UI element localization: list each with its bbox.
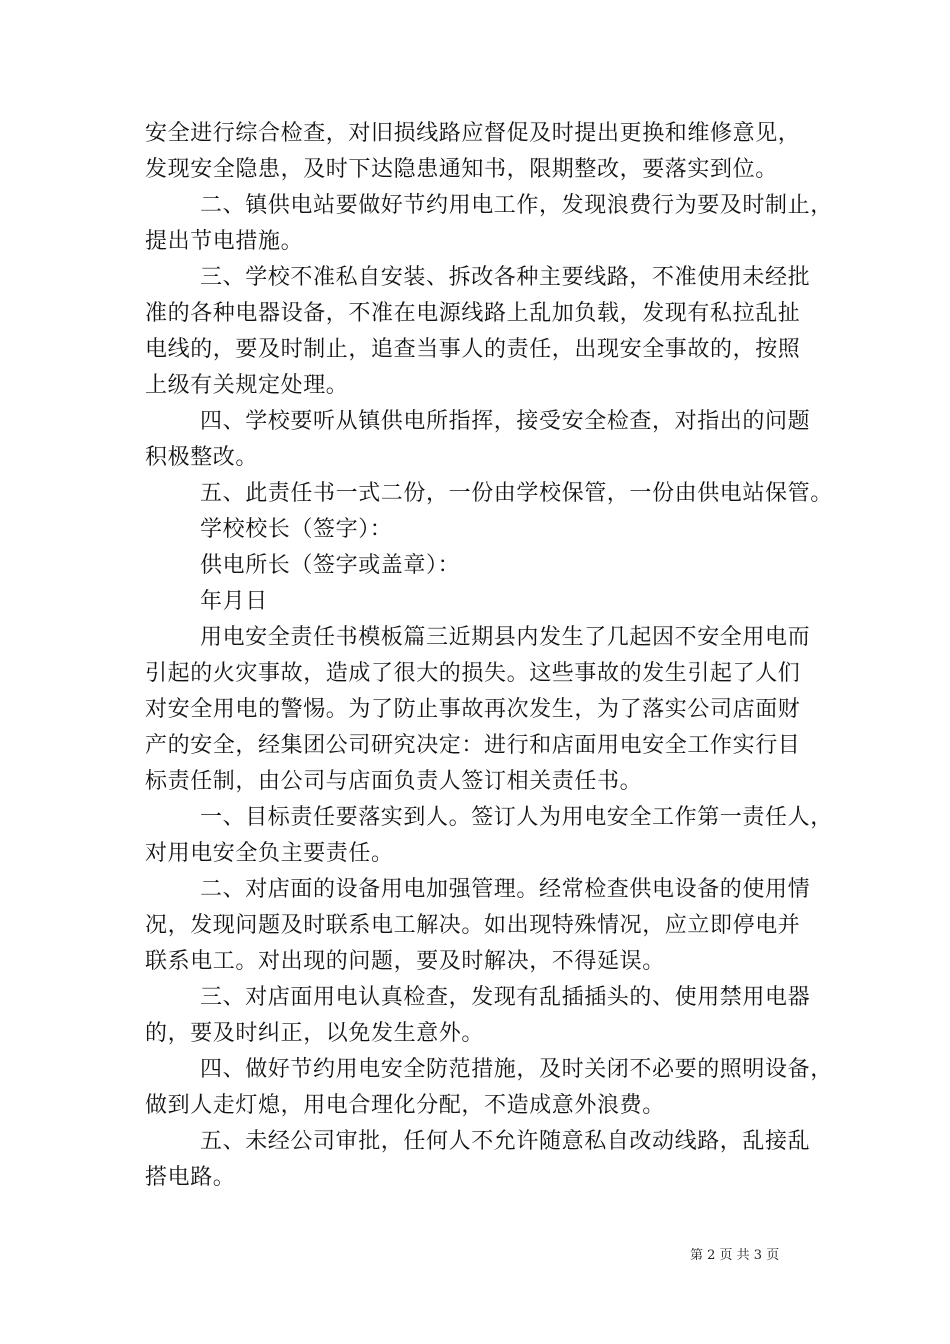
paragraph-first-line: 供电所长（签字或盖章）：	[200, 553, 461, 578]
paragraph-first-line: 三、对店面用电认真检查，发现有乱插插头的、使用禁用电器	[200, 985, 811, 1010]
paragraph-first-line: 年月日	[200, 589, 268, 614]
paragraph-first-line: 五、此责任书一式二份，一份由学校保管，一份由供电站保管。	[200, 481, 833, 506]
paragraph-first-line: 四、做好节约用电安全防范措施，及时关闭不必要的照明设备，	[200, 1057, 833, 1082]
paragraph-line: 提出节电措施。	[145, 229, 304, 254]
paragraph-line: 安全进行综合检查，对旧损线路应督促及时提出更换和维修意见，	[145, 121, 801, 146]
paragraph-line: 发现安全隐患，及时下达隐患通知书，限期整改，要落实到位。	[145, 157, 778, 182]
paragraph-line: 上级有关规定处理。	[145, 373, 349, 398]
paragraph-line: 引起的火灾事故，造成了很大的损失。这些事故的发生引起了人们	[145, 661, 801, 686]
paragraph-first-line: 二、镇供电站要做好节约用电工作，发现浪费行为要及时制止，	[200, 193, 833, 218]
paragraph-line: 搭电路。	[145, 1165, 236, 1190]
paragraph-line: 积极整改。	[145, 445, 259, 470]
paragraph-line: 标责任制，由公司与店面负责人签订相关责任书。	[145, 769, 643, 794]
paragraph-first-line: 五、未经公司审批，任何人不允许随意私自改动线路，乱接乱	[200, 1129, 811, 1154]
paragraph-line: 做到人走灯熄，用电合理化分配，不造成意外浪费。	[145, 1093, 665, 1118]
document-body	[145, 116, 833, 1196]
paragraph-line: 产的安全，经集团公司研究决定：进行和店面用电安全工作实行目	[145, 733, 801, 758]
paragraph-line: 况，发现问题及时联系电工解决。如出现特殊情况，应立即停电并	[145, 913, 801, 938]
paragraph-first-line: 三、学校不准私自安装、拆改各种主要线路，不准使用未经批	[200, 265, 811, 290]
paragraph-first-line: 学校校长（签字）：	[200, 517, 393, 542]
paragraph-line: 对用电安全负主要责任。	[145, 841, 394, 866]
paragraph-line: 对安全用电的警惕。为了防止事故再次发生，为了落实公司店面财	[145, 697, 801, 722]
page-number: 第 2 页 共 3 页	[690, 1248, 780, 1263]
paragraph-line: 联系电工。对出现的问题，要及时解决，不得延误。	[145, 949, 665, 974]
paragraph-line: 的，要及时纠正，以免发生意外。	[145, 1021, 485, 1046]
paragraph-first-line: 一、目标责任要落实到人。签订人为用电安全工作第一责任人，	[200, 805, 833, 830]
paragraph-first-line: 二、对店面的设备用电加强管理。经常检查供电设备的使用情	[200, 877, 811, 902]
paragraph-line: 准的各种电器设备，不准在电源线路上乱加负载，发现有私拉乱扯	[145, 301, 801, 326]
paragraph-line: 电线的，要及时制止，追查当事人的责任，出现安全事故的，按照	[145, 337, 801, 362]
paragraph-first-line: 四、学校要听从镇供电所指挥，接受安全检查，对指出的问题	[200, 409, 811, 434]
paragraph-first-line: 用电安全责任书模板篇三近期县内发生了几起因不安全用电而	[200, 625, 811, 650]
